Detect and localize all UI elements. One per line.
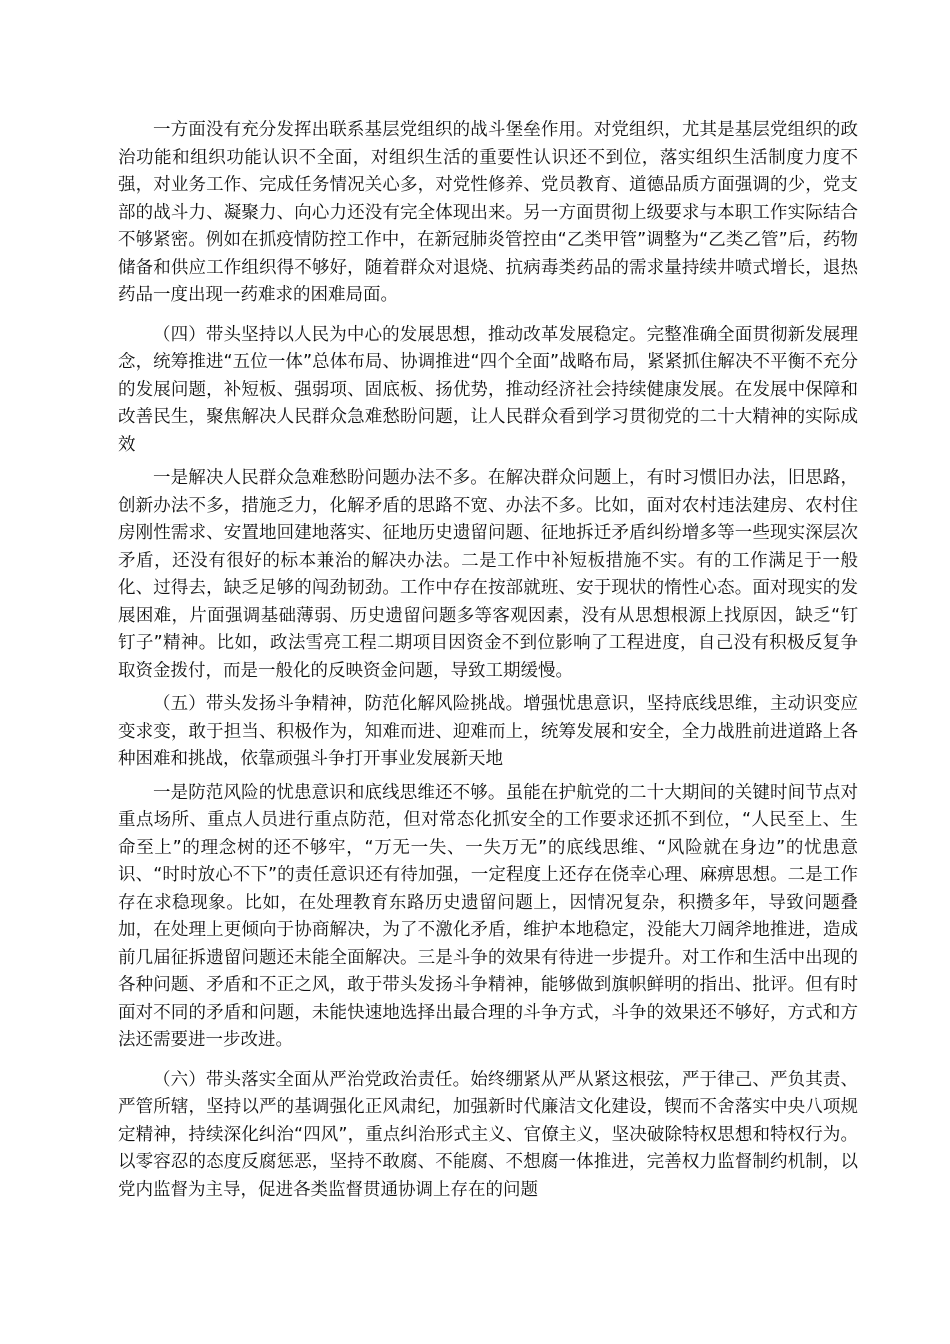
paragraph-risk-awareness: 一是防范风险的忧患意识和底线思维还不够。虽能在护航党的二十大期间的关键时间节点对重点场所、重点人员进行重点防范，但对常态化抓安全的工作要求还抓不到位，“人民至上、生命至上”的理念树的还不够牢，“万无一失、一失万无”的底线思维、“风险就在身边”的忧患意识、“时时放心不下”的责任意识还有待加强，一定程度上还存在侥幸心理、麻痹思想。二是工作存在求稳现象。比如，在处理教育东路历史遗留问题上，因情况复杂，积攒多年，导致问题叠加，在处理上更倾向于协商解决，为了不激化矛盾，维护本地稳定，没能大刀阔斧地推进，造成前几届征拆遗留问题还未能全面解决。三是斗争的效果有待进一步提升。对工作和生活中出现的各种问题、矛盾和不正之风，敢于带头发扬斗争精神，能够做到旗帜鲜明的指出、批评。但有时面对不同的矛盾和问题，未能快速地选择出最合理的斗争方式，斗争的效果还不够好，方式和方法还需要进一步改进。 <box>118 782 858 1050</box>
paragraph-party-organization: 一方面没有充分发挥出联系基层党组织的战斗堡垒作用。对党组织，尤其是基层党组织的政治功能和组织功能认识不全面，对组织生活的重要性认识还不到位，落实组织生活制度力度不强，对业务工作、完成任务情况关心多，对党性修养、党员教育、道德品质方面强调的少，党支部的战斗力、凝聚力、向心力还没有完全体现出来。另一方面贯彻上级要求与本职工作实际结合不够紧密。例如在抓疫情防控工作中，在新冠肺炎管控由“乙类甲管”调整为“乙类乙管”后，药物储备和供应工作组织得不够好，随着群众对退烧、抗病毒类药品的需求量持续井喷式增长，退热药品一度出现一药难求的困难局面。 <box>118 120 858 305</box>
paragraph-section-four-heading: （四）带头坚持以人民为中心的发展思想，推动改革发展稳定。完整准确全面贯彻新发展理念，统筹推进“五位一体”总体布局、协调推进“四个全面”战略布局，紧紧抓住解决不平衡不充分的发展问题，补短板、强弱项、固底板、扬优势，推动经济社会持续健康发展。在发展中保障和改善民生，聚焦解决人民群众急难愁盼问题，让人民群众看到学习贯彻党的二十大精神的实际成效 <box>118 324 858 455</box>
paragraph-section-six-heading: （六）带头落实全面从严治党政治责任。始终绷紧从严从紧这根弦，严于律己、严负其责、严管所辖，坚持以严的基调强化正风肃纪，加强新时代廉洁文化建设，锲而不舍落实中央八项规定精神，持续深化纠治“四风”，重点纠治形式主义、官僚主义，坚决破除特权思想和特权行为。以零容忍的态度反腐惩恶，坚持不敢腐、不能腐、不想腐一体推进，完善权力监督制约机制，以党内监督为主导，促进各类监督贯通协调上存在的问题 <box>118 1069 858 1200</box>
document-body <box>118 117 858 1216</box>
paragraph-people-problems: 一是解决人民群众急难愁盼问题办法不多。在解决群众问题上，有时习惯旧办法，旧思路，创新办法不多，措施乏力，化解矛盾的思路不宽、办法不多。比如，面对农村违法建房、农村住房刚性需求、安置地回建地落实、征地历史遗留问题、征地拆迁矛盾纠纷增多等一些现实深层次矛盾，还没有很好的标本兼治的解决办法。二是工作中补短板措施不实。有的工作满足于一般化、过得去，缺乏足够的闯劲韧劲。工作中存在按部就班、安于现状的惰性心态。面对现实的发展困难，片面强调基础薄弱、历史遗留问题多等客观因素，没有从思想根源上找原因，缺乏“钉钉子”精神。比如，政法雪亮工程二期项目因资金不到位影响了工程进度，自己没有积极反复争取资金拨付，而是一般化的反映资金问题，导致工期缓慢。 <box>118 468 858 681</box>
paragraph-section-five-heading: （五）带头发扬斗争精神，防范化解风险挑战。增强忧患意识，坚持底线思维，主动识变应变求变，敢于担当、积极作为，知难而进、迎难而上，统筹发展和安全，全力战胜前进道路上各种困难和挑战，依靠顽强斗争打开事业发展新天地 <box>118 694 858 769</box>
